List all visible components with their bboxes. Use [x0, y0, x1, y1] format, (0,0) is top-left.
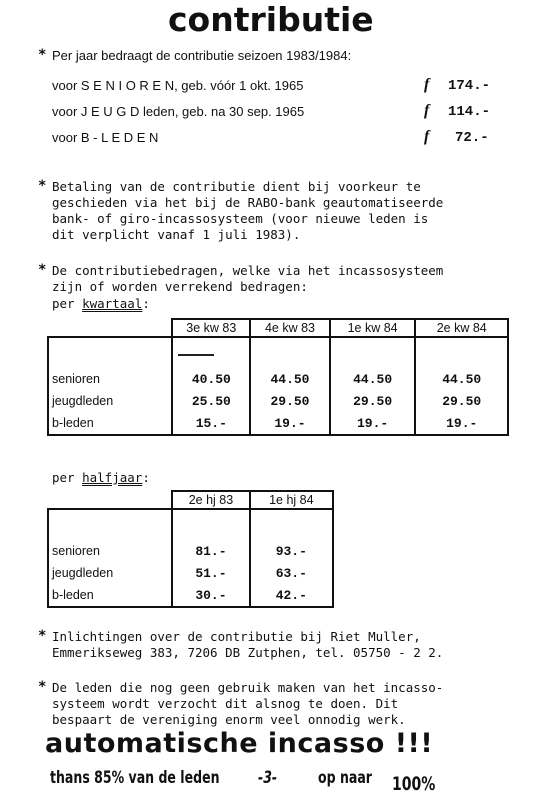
payment-line: bank- of giro-incassosysteem (voor nieuwe leden is [52, 211, 429, 226]
contact-line: Emmerikseweg 383, 7206 DB Zutphen, tel. 05750 - 2 2. [52, 645, 444, 660]
table-row [48, 562, 333, 584]
row-label: b-leden [48, 584, 172, 607]
per-prefix: per [52, 470, 83, 485]
row-label: b-leden [48, 412, 172, 435]
table-row [48, 390, 508, 412]
table-cell: 19.- [330, 412, 416, 435]
footer-right: op naar [318, 768, 373, 788]
column-header: 4e kw 83 [250, 319, 330, 337]
table-cell: 25.50 [172, 390, 250, 412]
table-row [48, 412, 508, 435]
quarterly-table [47, 318, 509, 436]
table-row [48, 368, 508, 390]
table-cell: 29.50 [415, 390, 508, 412]
table-header-row [48, 319, 508, 337]
automatic-incasso-banner: automatische incasso !!! [45, 728, 434, 759]
currency-sign: f [424, 102, 430, 119]
table-header-row [48, 491, 333, 509]
rate-amount-senioren: 174.- [448, 78, 491, 94]
table-cell: 93.- [250, 540, 333, 562]
column-header: 1e hj 84 [250, 491, 333, 509]
table-corner [48, 491, 172, 509]
per-prefix: per [52, 296, 83, 311]
period-label: halfjaar [82, 470, 143, 485]
per-kwartaal-heading [52, 296, 150, 312]
table-cell: 29.50 [330, 390, 416, 412]
table-row [48, 584, 333, 607]
table-cell: 42.- [250, 584, 333, 607]
rate-label-senioren: voor S E N I O R E N, geb. vóór 1 okt. 1965 [52, 78, 304, 93]
row-label: senioren [48, 540, 172, 562]
page-number: -3- [258, 768, 278, 788]
table-cell: 44.50 [415, 368, 508, 390]
table-cell: 30.- [172, 584, 249, 607]
rate-amount-jeugd: 114.- [448, 104, 491, 120]
table-cell: 44.50 [330, 368, 416, 390]
table-cell: 19.- [415, 412, 508, 435]
colon: : [142, 296, 150, 311]
bullet-star-icon: * [38, 679, 47, 695]
table-cell: 51.- [172, 562, 249, 584]
row-label: senioren [48, 368, 172, 390]
table-cell: 40.50 [172, 368, 250, 390]
bullet-star-icon: * [38, 47, 47, 63]
row-label: jeugdleden [48, 562, 172, 584]
column-header: 2e kw 84 [415, 319, 508, 337]
pencil-dash [178, 354, 214, 356]
payment-line: geschieden via het bij de RABO-bank geautomatiseerde [52, 195, 444, 210]
table-cell: 19.- [250, 412, 330, 435]
amounts-intro-line: zijn of worden verrekend bedragen: [52, 279, 308, 294]
payment-line: Betaling van de contributie dient bij voorkeur te [52, 179, 421, 194]
column-header: 1e kw 84 [330, 319, 416, 337]
row-label: jeugdleden [48, 390, 172, 412]
per-halfjaar-heading [52, 470, 150, 486]
table-cell: 63.- [250, 562, 333, 584]
page-title: contributie [168, 0, 374, 39]
column-header: 3e kw 83 [172, 319, 250, 337]
currency-sign: f [424, 128, 430, 145]
table-row [48, 540, 333, 562]
amounts-intro-line: De contributiebedragen, welke via het incassosysteem [52, 263, 444, 278]
request-line: De leden die nog geen gebruik maken van het incasso- [52, 680, 444, 695]
footer-target: 100% [392, 773, 436, 795]
request-line: systeem wordt verzocht dit alsnog te doen. Dit [52, 696, 399, 711]
period-label: kwartaal [82, 296, 143, 311]
table-cell: 15.- [172, 412, 250, 435]
table-cell: 44.50 [250, 368, 330, 390]
section1-intro: Per jaar bedraagt de contributie seizoen 1983/1984: [52, 48, 352, 63]
rate-label-jeugd: voor J E U G D leden, geb. na 30 sep. 1965 [52, 104, 305, 119]
contact-line: Inlichtingen over de contributie bij Riet Muller, [52, 629, 421, 644]
colon: : [142, 470, 150, 485]
bullet-star-icon: * [38, 628, 47, 644]
table-row [48, 509, 333, 540]
footer-left: thans 85% van de leden [50, 768, 220, 788]
table-cell: 81.- [172, 540, 249, 562]
table-corner [48, 319, 172, 337]
table-row [48, 337, 508, 368]
rate-amount-bleden: 72.- [455, 130, 489, 146]
bullet-star-icon: * [38, 178, 47, 194]
payment-line: dit verplicht vanaf 1 juli 1983). [52, 227, 301, 242]
currency-sign: f [424, 76, 430, 93]
rate-label-bleden: voor B - L E D E N [52, 130, 159, 145]
request-line: bespaart de vereniging enorm veel onnodig werk. [52, 712, 406, 727]
halfyear-table [47, 490, 334, 608]
bullet-star-icon: * [38, 262, 47, 278]
table-cell: 29.50 [250, 390, 330, 412]
column-header: 2e hj 83 [172, 491, 249, 509]
